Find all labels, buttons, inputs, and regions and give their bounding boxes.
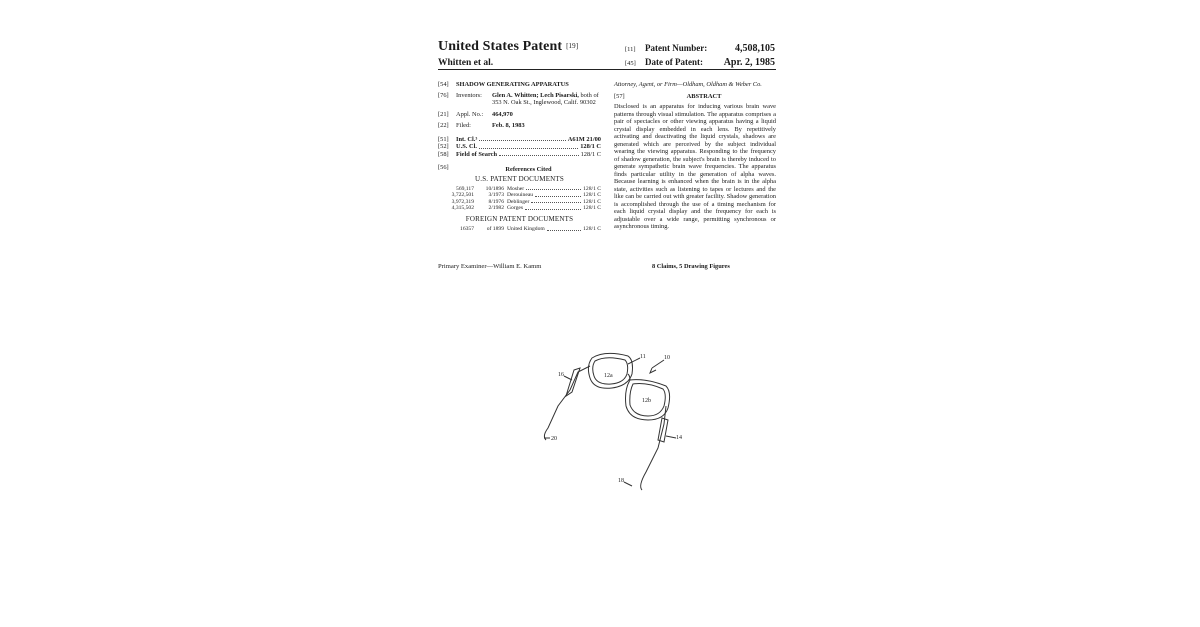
field-of-search-leader (499, 151, 579, 157)
fig-label-18: 18 (618, 478, 624, 484)
reference-leader (526, 186, 581, 190)
abstract-text: Disclosed is an apparatus for inducing various brain wave patterns through visual stimulation. The apparatus comprises a pair of spectacles or other viewing apparatus having a liquid crystal display embedded in each lens. By repetitively activating and deactivating the liquid crystals, shadows are generated which are perceived by the subject individual wearing the viewing apparatus. Responding to the frequency of shadow generation, the subject's brain is thereby induced to generate sympathetic brain wave frequencies. The apparatus finds particular utility in the generation of alpha waves. Because learning is enhanced when the brain is in the alpha state, activities such as listening to tapes or lectures and the like can be carried out with greater facility. Shadow generation is accomplished through the use of a timing mechanism for each liquid crystal display and the frequency for each is adjustable over a wide range, permitting synchronous or asynchronous timing. (614, 103, 776, 230)
leader-11 (628, 358, 640, 364)
reference-date: of 1899 (486, 226, 504, 233)
us-cl-code: [52] (438, 143, 449, 150)
reference-date: 2/1982 (488, 205, 504, 212)
title-code: [19] (566, 42, 579, 50)
appl-code: [21] (438, 110, 449, 118)
filed-value: Feb. 8, 1983 (492, 122, 525, 129)
abstract-code: [57] (614, 92, 625, 100)
fig-label-11: 11 (640, 354, 646, 360)
references-block (438, 164, 601, 233)
arrow-10 (650, 368, 656, 373)
attorney-text: Attorney, Agent, or Firm—Oldham, Oldham & Weber Co. (614, 81, 762, 88)
spectacles-drawing (520, 340, 720, 500)
reference-date: 10/1896 (485, 186, 504, 192)
left-lens-outer (588, 353, 632, 388)
title-field-code: [54] (438, 81, 449, 88)
claims-summary: 8 Claims, 5 Drawing Figures (652, 263, 730, 270)
reference-name: Gorges (507, 205, 524, 212)
us-cl-leader (479, 143, 578, 149)
fig-label-12a: 12a (604, 373, 613, 379)
inventors-field (438, 92, 601, 107)
reference-number: 3,722,501 (451, 192, 474, 199)
us-cl-value: 128/1 C (580, 143, 601, 150)
int-cl-label: Int. Cl.³ (456, 135, 478, 143)
reference-name: United Kingdom (507, 226, 545, 233)
reference-class: 128/1 C (583, 205, 601, 212)
field-of-search-code: [58] (438, 150, 449, 158)
int-cl-leader (479, 136, 566, 142)
patent-number-code: [11] (625, 46, 636, 53)
appl-field (438, 111, 601, 119)
int-cl-value: A61M 21/00 (567, 135, 601, 143)
references-heading-row (438, 164, 601, 174)
patent-authors: Whitten et al. (438, 58, 494, 68)
patent-header-right (625, 43, 775, 71)
reference-number: 3,972,319 (451, 198, 474, 205)
fig-label-20: 20 (551, 436, 557, 442)
filed-field (438, 122, 601, 130)
reference-class: 128/1 C (583, 198, 601, 205)
abstract-heading-row (614, 93, 776, 101)
reference-number: 4,315,502 (451, 205, 474, 212)
reference-leader (547, 226, 581, 230)
us-cl-label: U.S. Cl. (456, 143, 477, 150)
inventors-code: [76] (438, 91, 449, 99)
reference-class: 128/1 C (583, 226, 601, 233)
filed-label: Filed: (456, 122, 471, 129)
patent-date-code: [45] (625, 60, 636, 67)
leader-14 (666, 436, 676, 438)
references-heading: References Cited (505, 166, 552, 173)
patent-number: 4,508,105 (735, 43, 775, 54)
reference-class: 128/1 C (583, 186, 601, 192)
reference-name: Derouineau (507, 192, 534, 199)
field-of-search-value: 128/1 C (580, 150, 601, 158)
int-cl-row (438, 136, 601, 144)
int-cl-code: [51] (438, 135, 449, 143)
reference-leader (531, 199, 581, 203)
leader-16 (564, 376, 572, 380)
appl-value: 464,970 (492, 110, 513, 118)
reference-row (438, 226, 601, 232)
abstract-heading: ABSTRACT (686, 92, 722, 100)
reference-date: 8/1976 (488, 198, 504, 205)
foreign-patent-docs-heading: FOREIGN PATENT DOCUMENTS (465, 214, 574, 223)
attorney-line (614, 81, 776, 89)
primary-examiner: Primary Examiner—William E. Kamm (438, 263, 542, 270)
leader-18 (624, 482, 632, 486)
us-refs-list (438, 186, 601, 212)
patent-title: United States Patent (438, 39, 563, 54)
foreign-refs-list (438, 226, 601, 232)
fig-label-16: 16 (558, 372, 564, 378)
patent-header-left (438, 39, 578, 68)
inventors-label: Inventors: (456, 91, 482, 99)
reference-name: Deblinger (507, 198, 530, 205)
reference-number: 16357 (460, 226, 474, 233)
inventors-address: both of 353 N. Oak St., Inglewood, Calif. 90302 (492, 91, 599, 106)
right-column (614, 81, 776, 231)
reference-leader (525, 205, 581, 209)
filed-code: [22] (438, 122, 449, 129)
reference-number: 569,117 (456, 186, 474, 192)
us-cl-row (438, 143, 601, 151)
title-field (438, 81, 601, 89)
inventors-names: Glen A. Whitten; Lech Pisarski, (492, 91, 579, 99)
classification-block (438, 136, 601, 159)
invention-title: SHADOW GENERATING APPARATUS (456, 81, 569, 88)
patent-number-row (625, 43, 775, 57)
left-column (438, 81, 601, 233)
references-code: [56] (438, 164, 449, 171)
reference-name: Mosher (507, 186, 525, 192)
left-lens-inner (593, 358, 628, 384)
leader-10 (652, 360, 664, 368)
reference-leader (535, 192, 581, 196)
fig-label-14: 14 (676, 435, 682, 441)
patent-date-label: Date of Patent: (645, 57, 703, 67)
field-of-search-row (438, 151, 601, 159)
patent-front-page (430, 36, 778, 616)
appl-label: Appl. No.: (456, 110, 484, 118)
patent-date: Apr. 2, 1985 (723, 57, 775, 68)
reference-row (438, 205, 601, 211)
reference-date: 3/1973 (488, 192, 504, 199)
fig-label-10: 10 (664, 355, 670, 361)
header-divider (438, 69, 776, 70)
inventors-value (492, 92, 601, 107)
patent-title-line (438, 39, 578, 55)
field-of-search-label: Field of Search (456, 150, 498, 158)
fig-label-12b: 12b (642, 398, 651, 404)
patent-number-label: Patent Number: (645, 43, 708, 53)
reference-class: 128/1 C (583, 192, 601, 199)
us-patent-docs-heading: U.S. PATENT DOCUMENTS (475, 174, 564, 183)
